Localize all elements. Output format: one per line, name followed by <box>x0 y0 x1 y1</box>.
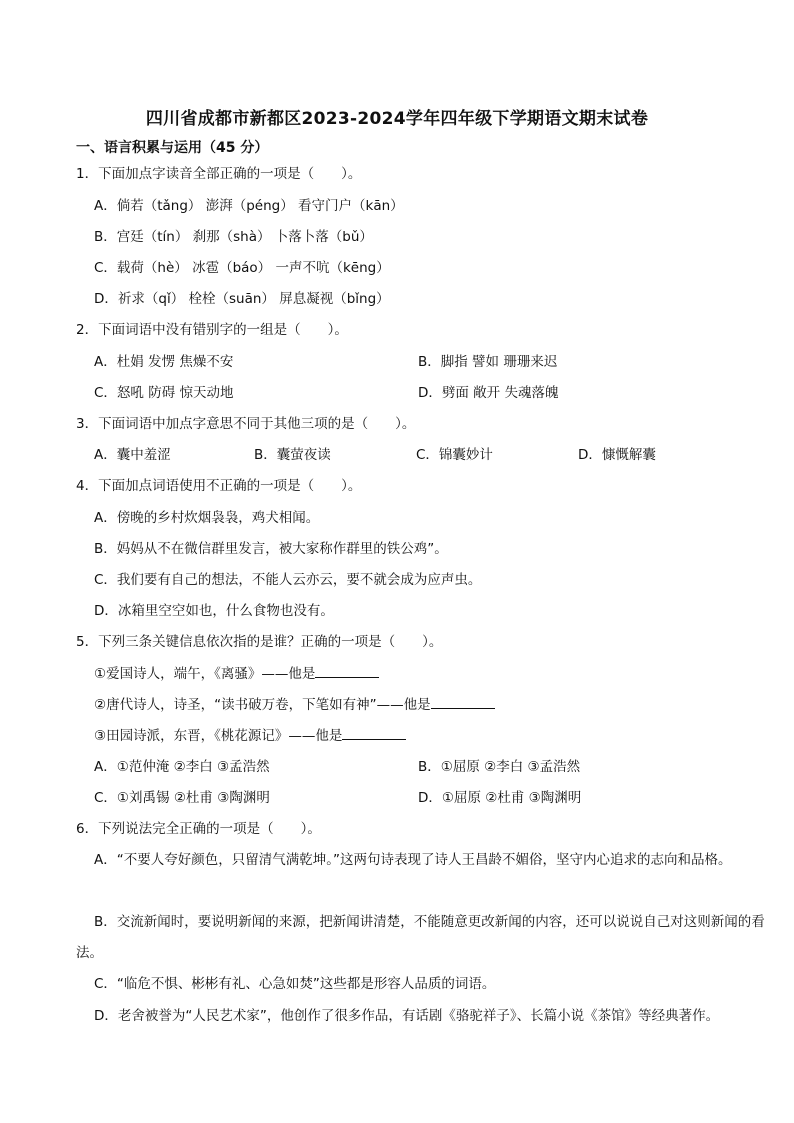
q5-info-2 <box>94 695 495 715</box>
q2-option-c: C．怒吼 防碍 惊天动地 <box>94 385 234 401</box>
question-1: 1．下面加点字读音全部正确的一项是（ ）。 <box>76 166 362 182</box>
q6-option-d: D．老舍被誉为“人民艺术家”，他创作了很多作品，有话剧《骆驼祥子》、长篇小说《茶馆》等经典著作。 <box>94 1008 720 1024</box>
q1-option-d: D．祈求（qǐ） 栓栓（suān） 屏息凝视（bǐng） <box>94 291 390 307</box>
q6-option-b: B．交流新闻时，要说明新闻的来源，把新闻讲清楚，不能随意更改新闻的内容，还可以说说自己对这则新闻的看法。 <box>76 914 765 961</box>
q2-option-d: D．劈面 敞开 失魂落魄 <box>418 385 559 401</box>
q1-option-c: C．载荷（hè） 冰雹（báo） 一声不吭（kēng） <box>94 260 390 276</box>
q4-option-c: C．我们要有自己的想法，不能人云亦云，要不就会成为应声虫。 <box>94 572 482 588</box>
q5-option-c: C．①刘禹锡 ②杜甫 ③陶渊明 <box>94 790 270 806</box>
q4-option-a: A．傍晚的乡村炊烟袅袅，鸡犬相闻。 <box>94 510 320 526</box>
q5-info-2-text: ②唐代诗人，诗圣，“读书破万卷，下笔如有神”——他是 <box>94 697 431 713</box>
question-4: 4．下面加点词语使用不正确的一项是（ ）。 <box>76 478 362 494</box>
q3-option-c: C．锦囊妙计 <box>416 447 493 463</box>
q5-info-1-text: ①爱国诗人，端午，《离骚》——他是 <box>94 666 316 682</box>
answer-blank[interactable] <box>431 696 495 709</box>
answer-blank[interactable] <box>315 665 379 678</box>
section-heading: 一、语言积累与运用（45 分） <box>76 140 269 156</box>
q6-option-c: C．“临危不惧、彬彬有礼、心急如焚”这些都是形容人品质的词语。 <box>94 976 496 992</box>
q1-option-a: A．倘若（tǎng） 澎湃（péng） 看守门户（kān） <box>94 198 404 214</box>
q3-option-b: B．囊萤夜读 <box>254 447 331 463</box>
q3-option-a: A．囊中羞涩 <box>94 447 171 463</box>
answer-blank[interactable] <box>342 727 406 740</box>
page-title: 四川省成都市新都区2023-2024学年四年级下学期语文期末试卷 <box>145 109 649 129</box>
q5-info-1 <box>94 664 379 684</box>
q1-option-b: B．宫廷（tín） 刹那（shà） 卜落卜落（bǔ） <box>94 229 373 245</box>
q2-option-b: B．脚指 譬如 珊珊来迟 <box>418 354 558 370</box>
q5-option-d: D．①屈原 ②杜甫 ③陶渊明 <box>418 790 582 806</box>
q5-option-a: A．①范仲淹 ②李白 ③孟浩然 <box>94 759 270 775</box>
question-2: 2．下面词语中没有错别字的一组是（ ）。 <box>76 322 348 338</box>
question-5: 5．下列三条关键信息依次指的是谁？正确的一项是（ ）。 <box>76 634 443 650</box>
q4-option-b: B．妈妈从不在微信群里发言，被大家称作群里的铁公鸡”。 <box>94 541 448 557</box>
q3-option-d: D．慷慨解囊 <box>578 447 656 463</box>
q2-option-a: A．杜娟 发愣 焦燥不安 <box>94 354 234 370</box>
question-6: 6．下列说法完全正确的一项是（ ）。 <box>76 821 321 837</box>
question-3: 3．下面词语中加点字意思不同于其他三项的是（ ）。 <box>76 416 416 432</box>
q6-option-a: A．“不要人夸好颜色，只留清气满乾坤。”这两句诗表现了诗人王昌龄不媚俗，坚守内心追求的志向和品格。 <box>94 852 732 868</box>
q4-option-d: D．冰箱里空空如也，什么食物也没有。 <box>94 603 334 619</box>
q5-info-3 <box>94 726 406 746</box>
q5-option-b: B．①屈原 ②李白 ③孟浩然 <box>418 759 581 775</box>
q5-info-3-text: ③田园诗派，东晋，《桃花源记》——他是 <box>94 728 343 744</box>
